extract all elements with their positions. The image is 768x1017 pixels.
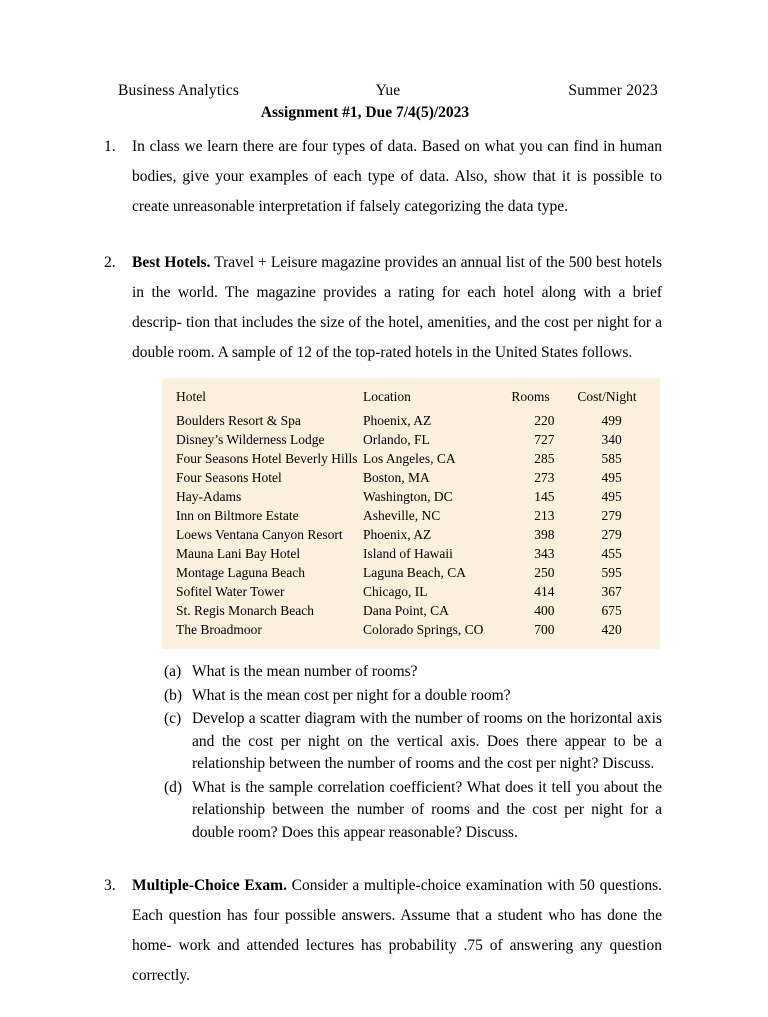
column-header-location: Location bbox=[362, 389, 411, 404]
cell-hotel: Loews Ventana Canyon Resort bbox=[176, 527, 343, 542]
subpart-c bbox=[164, 708, 662, 776]
cell-location: Asheville, NC bbox=[362, 508, 441, 523]
cell-cost: 499 bbox=[601, 413, 622, 428]
cell-rooms: 145 bbox=[534, 489, 555, 504]
cell-cost: 340 bbox=[601, 432, 622, 447]
question-3-body bbox=[132, 871, 662, 991]
hotels-table bbox=[176, 386, 646, 639]
question-2-lead: Best Hotels. bbox=[132, 254, 211, 271]
cell-hotel: Montage Laguna Beach bbox=[176, 565, 305, 580]
subpart-a-text: What is the mean number of rooms? bbox=[192, 663, 418, 680]
cell-hotel: Four Seasons Hotel bbox=[176, 470, 282, 485]
cell-location: Colorado Springs, CO bbox=[362, 622, 484, 637]
subpart-b-text: What is the mean cost per night for a double room? bbox=[192, 686, 511, 704]
cell-hotel: Sofitel Water Tower bbox=[176, 584, 285, 599]
cell-hotel: St. Regis Monarch Beach bbox=[176, 603, 314, 618]
subpart-d-text: What is the sample correlation coefficient? What does it tell you about the relationship between the number of rooms and the cost per night for a double room? Does this appear reasonable? Discuss. bbox=[192, 778, 662, 841]
cell-cost: 585 bbox=[601, 451, 622, 466]
question-1 bbox=[104, 132, 662, 222]
header-row bbox=[118, 82, 658, 100]
cell-hotel: Four Seasons Hotel Beverly Hills bbox=[176, 451, 358, 466]
cell-location: Los Angeles, CA bbox=[362, 451, 456, 466]
cell-rooms: 213 bbox=[534, 508, 555, 523]
subpart-c-text: Develop a scatter diagram with the number of rooms on the horizontal axis and the cost per night on the vertical axis. Does there appear to be a relationship between the number of rooms and the cost per night? Discuss. bbox=[192, 710, 662, 772]
hotels-table-body bbox=[176, 411, 646, 639]
table-row bbox=[176, 525, 646, 544]
column-header-rooms: Rooms bbox=[511, 389, 550, 404]
cell-cost: 367 bbox=[601, 584, 622, 599]
term-label: Summer 2023 bbox=[568, 82, 658, 99]
table-row bbox=[176, 563, 646, 582]
cell-location: Island of Hawaii bbox=[362, 546, 453, 561]
cell-hotel: Inn on Biltmore Estate bbox=[176, 508, 299, 523]
cell-cost: 595 bbox=[601, 565, 622, 580]
cell-cost: 675 bbox=[601, 603, 622, 618]
subpart-d bbox=[164, 777, 662, 845]
subpart-b bbox=[164, 685, 662, 708]
cell-rooms: 398 bbox=[534, 527, 555, 542]
question-1-text: In class we learn there are four types of data. Based on what you can find in human bodies, give your examples of each type of data. Also, show that it is possible to create unreasonable interpretation if falsely categorizing the data type. bbox=[132, 138, 662, 215]
hotels-table-container bbox=[162, 378, 660, 649]
cell-rooms: 414 bbox=[534, 584, 555, 599]
question-2-subparts bbox=[164, 661, 662, 844]
question-3-number: 3. bbox=[104, 877, 116, 894]
cell-location: Phoenix, AZ bbox=[362, 527, 432, 542]
cell-location: Phoenix, AZ bbox=[362, 413, 432, 428]
cell-rooms: 343 bbox=[534, 546, 555, 561]
cell-location: Dana Point, CA bbox=[362, 603, 449, 618]
document-header bbox=[118, 82, 658, 122]
cell-location: Boston, MA bbox=[362, 470, 430, 485]
table-row bbox=[176, 544, 646, 563]
table-row bbox=[176, 506, 646, 525]
subpart-d-label: (d) bbox=[164, 778, 183, 796]
cell-rooms: 250 bbox=[534, 565, 555, 580]
cell-rooms: 727 bbox=[534, 432, 555, 447]
cell-hotel: Mauna Lani Bay Hotel bbox=[176, 546, 301, 561]
subpart-c-label: (c) bbox=[164, 710, 182, 727]
table-row bbox=[176, 620, 646, 639]
table-row bbox=[176, 601, 646, 620]
cell-rooms: 273 bbox=[534, 470, 555, 485]
question-2-text: Travel + Leisure magazine provides an annual list of the 500 best hotels in the world. The magazine provides a rating for each hotel along with a brief descrip- tion that includes the size of the hotel, amenities, and the cost per night for a double room. A sample of 12 of the top-rated hotels in the United States follows. bbox=[132, 254, 662, 361]
course-title: Business Analytics bbox=[118, 82, 240, 99]
question-2-body bbox=[132, 248, 662, 845]
column-header-cost: Cost/Night bbox=[577, 389, 637, 404]
cell-cost: 279 bbox=[601, 527, 622, 542]
question-1-number: 1. bbox=[104, 138, 116, 155]
cell-location: Chicago, IL bbox=[362, 584, 428, 599]
subpart-a-label: (a) bbox=[164, 663, 182, 680]
cell-cost: 455 bbox=[601, 546, 622, 561]
table-row bbox=[176, 430, 646, 449]
cell-cost: 279 bbox=[601, 508, 622, 523]
cell-rooms: 400 bbox=[534, 603, 555, 618]
question-2-number: 2. bbox=[104, 254, 116, 271]
cell-location: Laguna Beach, CA bbox=[362, 565, 467, 580]
cell-hotel: Disney’s Wilderness Lodge bbox=[176, 432, 325, 447]
cell-location: Washington, DC bbox=[362, 489, 453, 504]
subpart-b-label: (b) bbox=[164, 686, 183, 704]
question-3-lead: Multiple-Choice Exam. bbox=[132, 877, 287, 894]
table-row bbox=[176, 468, 646, 487]
subpart-a bbox=[164, 661, 662, 684]
column-header-hotel: Hotel bbox=[176, 389, 206, 404]
cell-hotel: Boulders Resort & Spa bbox=[176, 413, 301, 428]
cell-rooms: 220 bbox=[534, 413, 555, 428]
table-row bbox=[176, 487, 646, 506]
cell-cost: 495 bbox=[601, 470, 622, 485]
table-row bbox=[176, 449, 646, 468]
table-header-row bbox=[176, 386, 646, 411]
hotels-table-head bbox=[176, 386, 646, 411]
cell-cost: 495 bbox=[601, 489, 622, 504]
question-list bbox=[104, 132, 662, 1017]
cell-rooms: 700 bbox=[534, 622, 555, 637]
question-3 bbox=[104, 871, 662, 991]
cell-cost: 420 bbox=[601, 622, 622, 637]
table-row bbox=[176, 582, 646, 601]
cell-rooms: 285 bbox=[534, 451, 555, 466]
question-3-text: Consider a multiple-choice examination with 50 questions. Each question has four possible answers. Assume that a student who has done the home- work and attended lectures has probability .75 of answering any question correctly. bbox=[132, 877, 663, 984]
cell-hotel: The Broadmoor bbox=[176, 622, 262, 637]
question-2 bbox=[104, 248, 662, 845]
cell-hotel: Hay-Adams bbox=[176, 489, 242, 504]
assignment-title: Assignment #1, Due 7/4(5)/2023 bbox=[260, 104, 470, 121]
instructor-name: Yue bbox=[375, 82, 401, 99]
table-row bbox=[176, 411, 646, 430]
cell-location: Orlando, FL bbox=[362, 432, 430, 447]
